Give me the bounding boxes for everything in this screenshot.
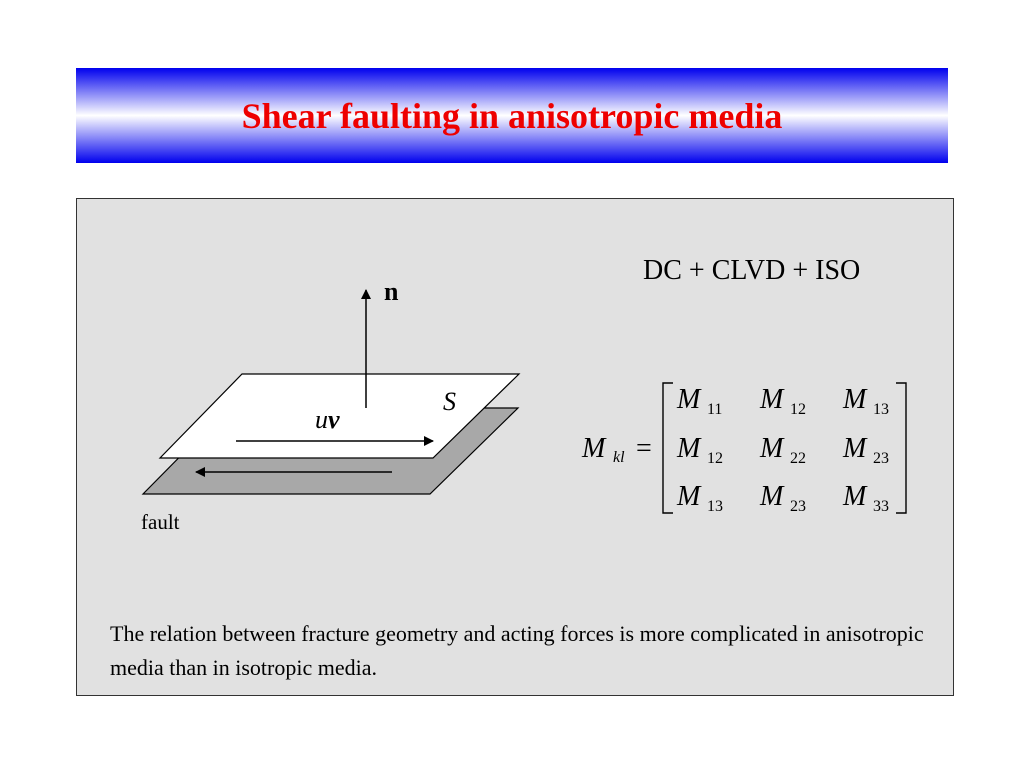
matrix-cell-symbol: M bbox=[760, 433, 784, 464]
matrix-cell-subscript: 12 bbox=[790, 401, 806, 418]
matrix-cell-symbol: M bbox=[760, 384, 784, 415]
matrix-cell-subscript: 12 bbox=[707, 450, 723, 467]
moment-tensor-matrix bbox=[581, 383, 906, 515]
matrix-cell-subscript: 23 bbox=[790, 498, 806, 515]
matrix-cell-subscript: 13 bbox=[707, 498, 723, 515]
matrix-cell-subscript: 33 bbox=[873, 498, 889, 515]
matrix-cell-symbol: M bbox=[843, 384, 867, 415]
slip-label bbox=[315, 405, 340, 434]
moment-tensor-equation: DC + CLVD + ISO bbox=[643, 255, 861, 286]
matrix-cell-symbol: M bbox=[843, 433, 867, 464]
matrix-cell-symbol: M bbox=[677, 433, 701, 464]
matrix-right-bracket bbox=[896, 383, 906, 513]
slip-label-u: u bbox=[315, 405, 328, 434]
matrix-cell-symbol: M bbox=[843, 481, 867, 512]
normal-vector-label: n bbox=[384, 277, 399, 306]
matrix-lhs-symbol: M bbox=[582, 433, 606, 464]
matrix-cell-symbol: M bbox=[677, 384, 701, 415]
matrix-lhs-subscript: kl bbox=[613, 449, 625, 466]
matrix-equals-sign: = bbox=[636, 433, 652, 464]
matrix-cell-subscript: 22 bbox=[790, 450, 806, 467]
slide-title: Shear faulting in anisotropic media bbox=[241, 95, 783, 136]
matrix-left-bracket bbox=[663, 383, 673, 513]
slip-label-v: ν bbox=[328, 405, 340, 434]
matrix-cell-symbol: M bbox=[760, 481, 784, 512]
surface-label: S bbox=[443, 387, 456, 416]
matrix-cell-subscript: 11 bbox=[707, 401, 723, 418]
fault-label: fault bbox=[141, 510, 180, 534]
matrix-cells bbox=[676, 384, 889, 515]
matrix-cell-subscript: 13 bbox=[873, 401, 889, 418]
matrix-cell-subscript: 23 bbox=[873, 450, 889, 467]
matrix-cell-symbol: M bbox=[677, 481, 701, 512]
slide-caption: The relation between fracture geometry and acting forces is more complicated in anisotropic media than in isotropic media. bbox=[110, 621, 924, 680]
